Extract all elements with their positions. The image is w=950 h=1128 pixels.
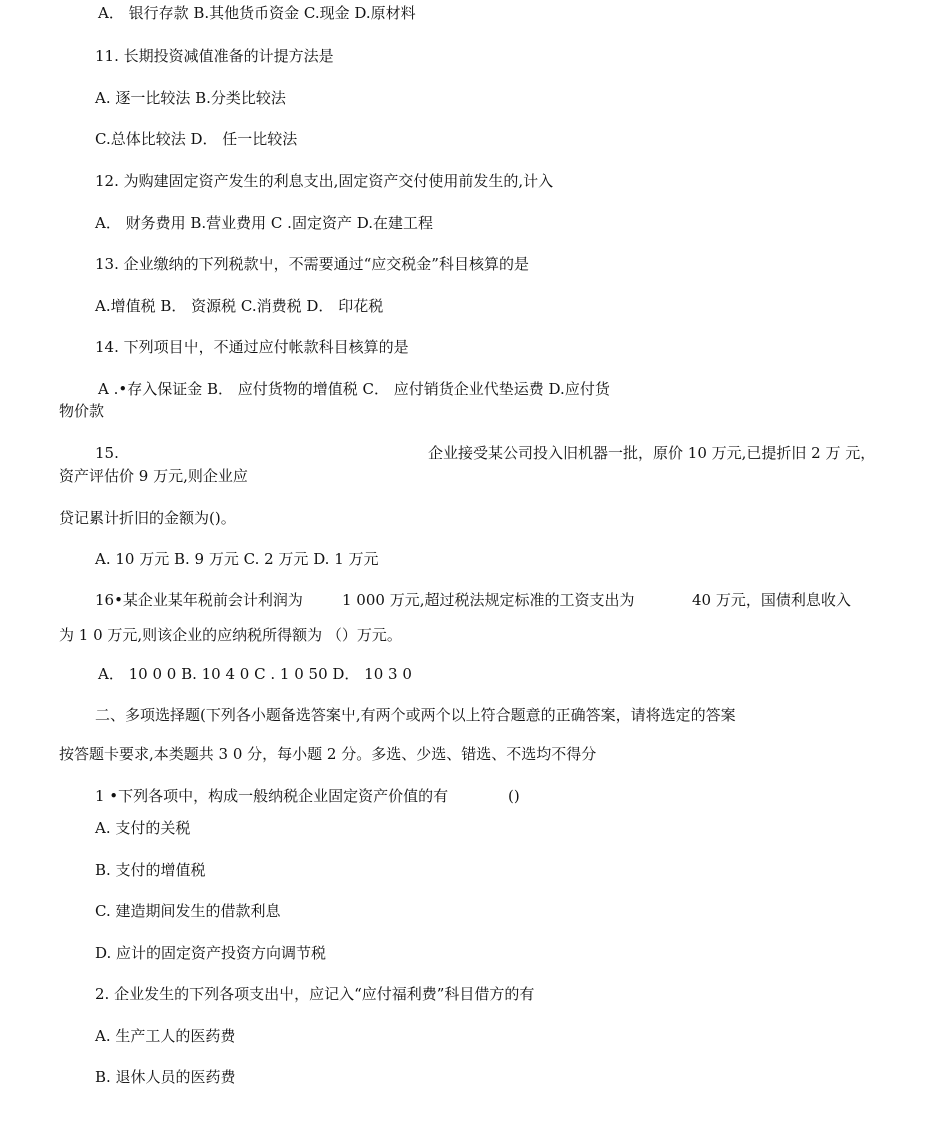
q10-options: A． 银行存款 B.其他货币资金 C.现金 D.原材料 (98, 4, 416, 22)
mq2-stem: 2. 企业发生的下列各项支出屮，应记入“应付福利费”科目借方的有 (95, 985, 535, 1003)
q11-options-cd: C.总体比较法 D． 任一比较法 (95, 130, 298, 148)
mq1-option-d: D. 应计的固定资产投资方向调节税 (95, 944, 327, 962)
q14-stem: 14. 下列项目屮，不通过应付帐款科目核算的是 (95, 338, 409, 356)
q11-stem: 11. 长期投资减值准备的计提方法是 (95, 47, 334, 65)
q14-options-line1: A .•存入保证金 B． 应付货物的增值税 C． 应付销货企业代垫运费 D.应付货 (98, 380, 610, 398)
q11-options-ab: A. 逐一比较法 B.分类比较法 (95, 89, 286, 107)
q15-stem-line2: 资产评估价 9 万元,则企业应 (59, 467, 248, 485)
q13-options: A.增值税 B． 资源税 C.消费税 D． 印花税 (95, 297, 384, 315)
section-instructions: 按答题卡要求,本类题共 3 0 分，每小题 2 分。多选、少选、错选、不选均不得分 (59, 745, 597, 763)
mq1-option-b: B. 支付的增值税 (95, 861, 206, 879)
q14-options-line2: 物价款 (59, 402, 105, 420)
q16-stem-part2: 1 000 万元,超过税法规定标准的工资支出为 (342, 591, 635, 609)
mq2-option-b: B. 退休人员的医药费 (95, 1068, 236, 1086)
mq1-blank: () (508, 787, 520, 805)
mq1-stem: 1 •下列各项中，构成一般纳税企业固定资产价值的有 (95, 787, 449, 805)
q15-options: A. 10 万元 B. 9 万元 C. 2 万元 D. 1 万元 (95, 550, 379, 568)
q16-stem-part3: 40 万元，国债利息收入 (692, 591, 851, 609)
q15-stem-line3: 贷记累计折旧的金额为()。 (59, 509, 236, 527)
mq1-option-c: C. 建造期间发生的借款利息 (95, 902, 281, 920)
q12-options: A． 财务费用 B.营业费用 C .固定资产 D.在建工程 (95, 214, 433, 232)
q15-number: 15. (95, 444, 119, 462)
mq2-option-a: A. 生产工人的医药费 (95, 1027, 236, 1045)
q16-stem-line2: 为 1 0 万元,则该企业的应纳税所得额为 （）万元。 (59, 626, 402, 644)
section-heading-multiple-choice: 二、多项选择题(下列各小题备选答案屮,有两个或两个以上符合题意的正确答案，请将选定的答案 (95, 706, 736, 724)
q13-stem: 13. 企业缴纳的下列税款屮，不需要通过“应交税金”科目核算的是 (95, 255, 529, 273)
q16-options: A． 10 0 0 B. 10 4 0 C . 1 0 50 D． 10 3 0 (98, 665, 412, 683)
q16-stem-part1: 16•某企业某年税前会计利润为 (95, 591, 303, 609)
q15-stem-line1: 企业接受某公司投入旧机器一批，原价 10 万元,已提折旧 2 万 元， (428, 444, 876, 462)
q12-stem: 12. 为购建固定资产发生的利息支出,固定资产交付使用前发生的,计入 (95, 172, 554, 190)
mq1-option-a: A. 支付的关税 (95, 819, 191, 837)
